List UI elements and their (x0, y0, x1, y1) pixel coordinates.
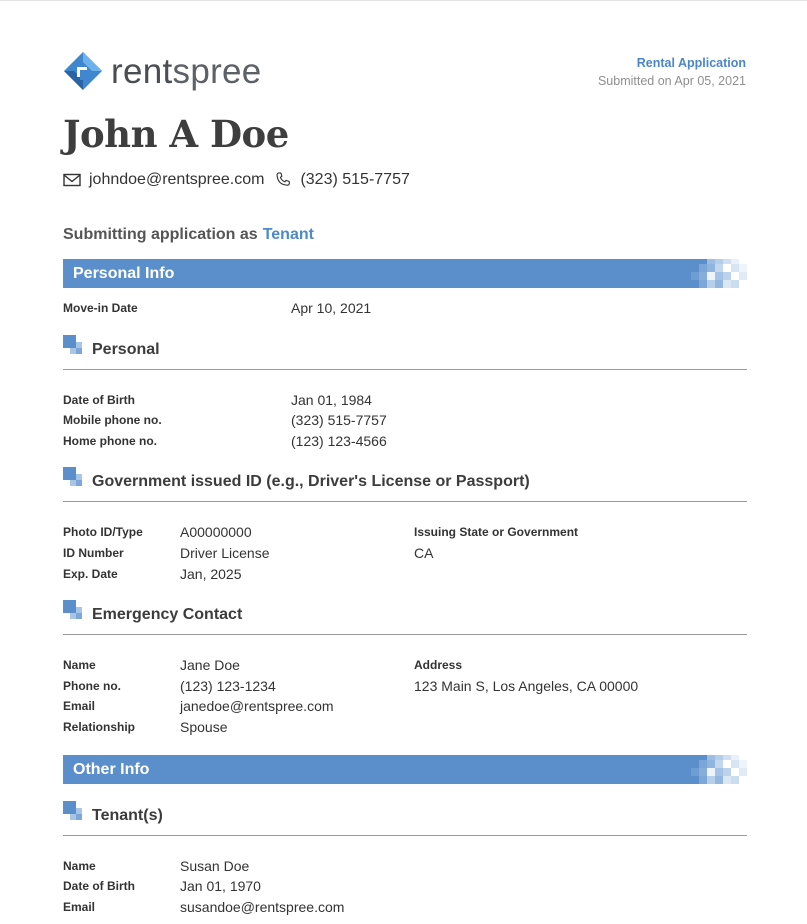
address-label: Address (414, 658, 463, 672)
banner-pixel (723, 264, 731, 272)
banner-pixel (723, 280, 731, 288)
top-divider (0, 0, 807, 1)
tenant-value: Susan Doe (180, 858, 250, 874)
subsection-title-government-id: Government issued ID (e.g., Driver's License or Passport) (92, 473, 530, 490)
personal-label: Home phone no. (63, 434, 157, 448)
tenant-value: Jan 01, 1970 (180, 878, 261, 894)
applicant-phone: (323) 515-7757 (300, 171, 410, 188)
banner-pixel (715, 272, 723, 280)
personal-label: Date of Birth (63, 393, 135, 407)
banner-pixel (715, 776, 723, 784)
gov-id-label: Exp. Date (63, 567, 118, 581)
banner-pixel (723, 272, 731, 280)
banner-pixel (739, 272, 747, 280)
banner-pixel (699, 272, 707, 280)
personal-value: Jan 01, 1984 (291, 392, 372, 408)
banner-pixel (723, 776, 731, 784)
emergency-label: Name (63, 658, 96, 672)
section-title-personal-info: Personal Info (73, 265, 175, 282)
banner-pixel (739, 768, 747, 776)
emergency-value: (123) 123-1234 (180, 678, 276, 694)
gov-id-value: A00000000 (180, 524, 252, 540)
logo-word-rent: rent (111, 51, 173, 91)
section-square-icon (63, 335, 83, 360)
banner-pixel (707, 760, 715, 768)
envelope-icon (63, 173, 81, 187)
emergency-label: Relationship (63, 720, 136, 734)
gov-id-value: Jan, 2025 (180, 566, 242, 582)
emergency-value: Spouse (180, 719, 228, 735)
subsection-title-personal: Personal (92, 341, 160, 358)
banner-pixel (739, 264, 747, 272)
application-type: Rental Application (636, 56, 746, 70)
section-banner-personal-info (63, 259, 747, 288)
submitting-as (63, 224, 314, 246)
banner-pixel (731, 264, 739, 272)
emergency-value: Jane Doe (180, 657, 240, 673)
emergency-label: Phone no. (63, 679, 121, 693)
banner-pixel (739, 280, 747, 288)
phone-icon (274, 171, 292, 189)
banner-pixel (731, 760, 739, 768)
banner-pixel (715, 760, 723, 768)
section-banner-other-info (63, 755, 747, 784)
banner-pixel (731, 280, 739, 288)
subsection-emergency-contact (63, 600, 747, 635)
tenant-label: Date of Birth (63, 879, 135, 893)
tenant-label: Email (63, 900, 96, 914)
banner-pixel (739, 776, 747, 784)
banner-pixel (707, 768, 715, 776)
banner-pixel (691, 768, 699, 776)
section-title-other-info: Other Info (73, 761, 150, 778)
banner-pixel (699, 280, 707, 288)
subsection-tenants (63, 801, 747, 836)
rentspree-logo (63, 51, 262, 91)
section-square-icon (63, 801, 83, 826)
submitted-date: Submitted on Apr 05, 2021 (597, 74, 746, 88)
issuing-state-label: Issuing State or Government (414, 525, 579, 539)
gov-id-label: Photo ID/Type (63, 525, 143, 539)
application-meta (598, 55, 746, 92)
banner-pixel (707, 280, 715, 288)
submitting-as-label: Submitting application as (63, 226, 258, 243)
tenant-value: susandoe@rentspree.com (180, 899, 345, 915)
rentspree-logo-mark-icon (63, 51, 103, 91)
applicant-name: John A Doe (63, 112, 289, 156)
move-in-date-value: Apr 10, 2021 (291, 300, 372, 316)
emergency-value: janedoe@rentspree.com (180, 698, 334, 714)
banner-pixel (707, 272, 715, 280)
subsection-title-tenants: Tenant(s) (92, 807, 163, 824)
subsection-personal (63, 335, 747, 370)
move-in-date-label: Move-in Date (63, 301, 138, 315)
banner-pixel (707, 776, 715, 784)
banner-pixel (731, 768, 739, 776)
tenant-label: Name (63, 859, 96, 873)
banner-pixel (715, 264, 723, 272)
section-square-icon (63, 467, 83, 492)
subsection-government-id (63, 467, 747, 502)
banner-pixel (707, 264, 715, 272)
banner-pixel (691, 272, 699, 280)
personal-value: (323) 515-7757 (291, 412, 387, 428)
personal-label: Mobile phone no. (63, 413, 162, 427)
issuing-state-value: CA (414, 545, 434, 561)
logo-word-spree: spree (172, 51, 262, 91)
banner-pixel (699, 768, 707, 776)
address-value: 123 Main S, Los Angeles, CA 00000 (414, 678, 639, 694)
section-square-icon (63, 600, 83, 625)
banner-pixel (739, 760, 747, 768)
gov-id-label: ID Number (63, 546, 124, 560)
banner-pixel (715, 768, 723, 776)
banner-pixel (731, 776, 739, 784)
banner-pixel (731, 272, 739, 280)
personal-value: (123) 123-4566 (291, 433, 387, 449)
emergency-label: Email (63, 699, 96, 713)
gov-id-value: Driver License (180, 545, 270, 561)
banner-pixel (699, 776, 707, 784)
banner-pixel (715, 280, 723, 288)
contact-line (63, 169, 410, 191)
banner-pixel (699, 760, 707, 768)
submitting-role: Tenant (262, 226, 314, 243)
banner-pixel (723, 768, 731, 776)
banner-pixel (699, 264, 707, 272)
banner-pixel (723, 760, 731, 768)
logo-wordmark (111, 51, 262, 91)
subsection-title-emergency-contact: Emergency Contact (92, 606, 243, 623)
applicant-email: johndoe@rentspree.com (89, 171, 265, 188)
